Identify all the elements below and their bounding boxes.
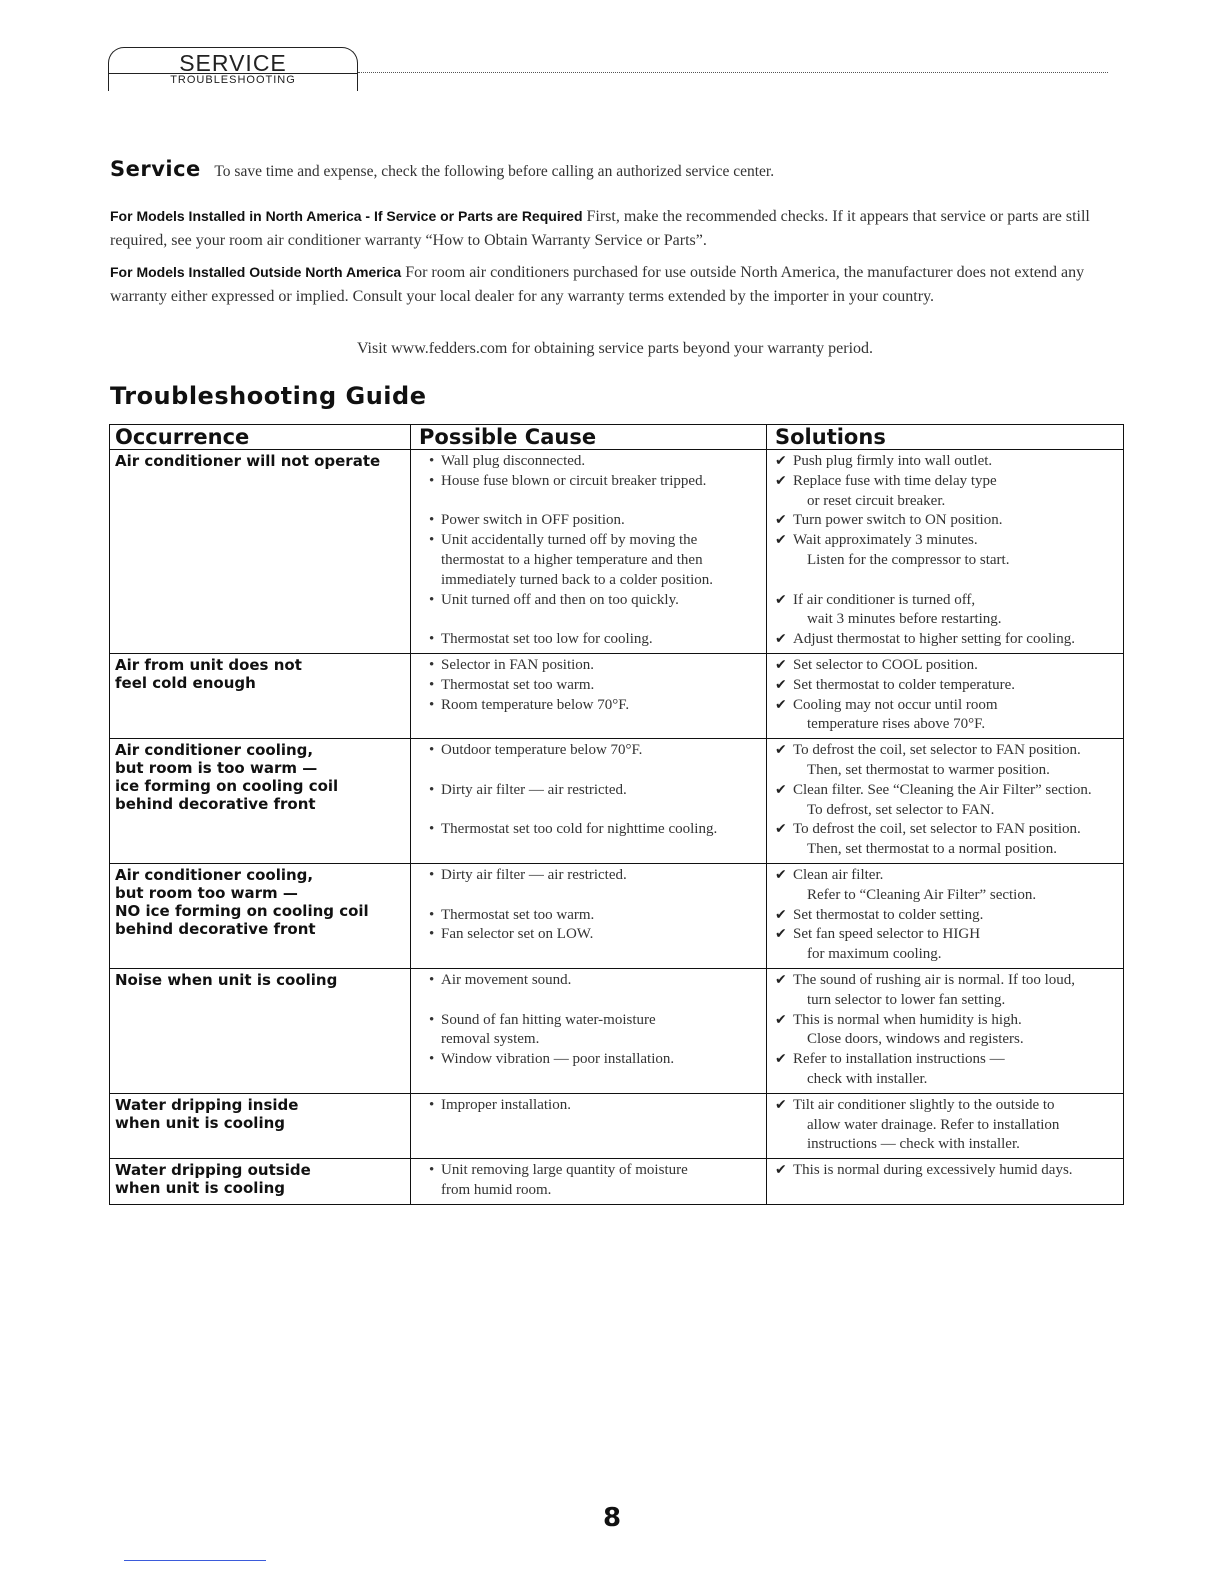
solution-continuation: allow water drainage. Refer to installation [807,1116,1060,1133]
solution-continuation: wait 3 minutes before restarting. [807,611,1002,628]
cause-item: • Selector in FAN position. [429,656,761,676]
solutions-cell [767,654,1123,738]
possible-cause-cell [411,864,767,968]
solution-item: ✔ Wait approximately 3 minutes. [775,531,1118,551]
solution-item: ✔ Turn power switch to ON position. [775,511,1118,531]
cause-item: • House fuse blown or circuit breaker tripped. [429,472,761,492]
solution-item: ✔ Set selector to COOL position. [775,656,1118,676]
occurrence-text: Noise when unit is cooling [115,970,338,989]
cause-item: • Thermostat set too warm. [429,906,761,926]
solutions-cell [767,450,1123,653]
occurrence-cell [110,739,411,863]
solution-item: ✔ Set thermostat to colder temperature. [775,676,1118,696]
possible-cause-cell [411,654,767,738]
cause-continuation: removal system. [441,1031,540,1048]
solution-continuation: Then, set thermostat to warmer position. [807,761,1050,778]
table-row [110,1158,1123,1204]
solution-item: ✔ Clean air filter. [775,866,1118,886]
cause-item: • Unit removing large quantity of moisture [429,1161,761,1181]
cause-item: • Fan selector set on LOW. [429,925,761,945]
solution-item: ✔ Push plug firmly into wall outlet. [775,452,1118,472]
table-row [110,1093,1123,1158]
outside-paragraph [110,260,1100,309]
occurrence-text: Air conditioner cooling, but room too warm — NO ice forming on cooling coil behind decorative front [115,865,369,938]
cause-item: • Dirty air filter — air restricted. [429,781,761,801]
table-body [110,449,1123,1204]
occurrence-cell [110,969,411,1093]
solution-item: ✔ Set thermostat to colder setting. [775,906,1118,926]
cause-item: • Window vibration — poor installation. [429,1050,761,1070]
solution-item: ✔ Cooling may not occur until room [775,696,1118,716]
outside-lead: For Models Installed Outside North America [110,264,402,280]
solution-item: ✔ Set fan speed selector to HIGH [775,925,1118,945]
occurrence-cell [110,654,411,738]
cause-item: • Power switch in OFF position. [429,511,761,531]
solution-continuation: Then, set thermostat to a normal position. [807,841,1057,858]
section-title: SERVICE [179,50,287,76]
solution-continuation: Refer to “Cleaning Air Filter” section. [807,886,1037,903]
cause-item: • Thermostat set too cold for nighttime cooling. [429,820,761,840]
column-header-solutions: Solutions [775,425,886,449]
occurrence-text: Air conditioner cooling, but room is too warm — ice forming on cooling coil behind decorative front [115,741,339,814]
spacer [429,886,761,906]
solution-item: ✔ To defrost the coil, set selector to FAN position. [775,741,1118,761]
occurrence-cell [110,1159,411,1204]
solutions-cell [767,739,1123,863]
possible-cause-cell [411,1159,767,1204]
solution-item: ✔ Clean filter. See “Cleaning the Air Filter” section. [775,781,1118,801]
possible-cause-cell [411,1094,767,1158]
cause-continuation: immediately turned back to a colder position. [441,571,714,588]
troubleshooting-table [109,424,1124,1205]
page-number: 8 [602,1503,622,1533]
visit-website-note: Visit www.fedders.com for obtaining service parts beyond your warranty period. [356,340,874,357]
solution-continuation: or reset circuit breaker. [807,492,946,509]
solution-continuation: turn selector to lower fan setting. [807,991,1006,1008]
spacer [429,801,761,821]
solution-continuation: Listen for the compressor to start. [807,551,1010,568]
table-row [110,968,1123,1093]
solution-item: ✔ This is normal during excessively humid days. [775,1161,1118,1181]
spacer [429,991,761,1011]
solution-item: ✔ If air conditioner is turned off, [775,591,1118,611]
cause-item: • Air movement sound. [429,971,761,991]
cause-item: • Thermostat set too low for cooling. [429,630,761,650]
table-header-row [110,425,1123,449]
table-row [110,449,1123,653]
service-heading: Service [110,157,201,181]
occurrence-cell [110,450,411,653]
occurrence-cell [110,1094,411,1158]
cause-continuation: from humid room. [441,1181,552,1198]
spacer [429,610,761,630]
section-subtitle: TROUBLESHOOTING [170,74,296,86]
north-america-lead: For Models Installed in North America - If Service or Parts are Required [110,208,583,224]
solution-item: ✔ The sound of rushing air is normal. If too loud, [775,971,1118,991]
cause-item: • Room temperature below 70°F. [429,696,761,716]
possible-cause-cell [411,739,767,863]
troubleshooting-guide-title: Troubleshooting Guide [110,382,427,410]
possible-cause-cell [411,450,767,653]
table-row [110,738,1123,863]
cause-item: • Sound of fan hitting water-moisture [429,1011,761,1031]
solutions-cell [767,969,1123,1093]
solutions-cell [767,864,1123,968]
cause-item: • Unit accidentally turned off by moving the [429,531,761,551]
solution-continuation: instructions — check with installer. [807,1136,1020,1153]
spacer [429,761,761,781]
solution-item: ✔ This is normal when humidity is high. [775,1011,1118,1031]
table-row [110,653,1123,738]
cause-item: • Wall plug disconnected. [429,452,761,472]
column-header-occurrence: Occurrence [110,425,411,449]
header-rule [358,72,1108,73]
solution-continuation: Close doors, windows and registers. [807,1031,1024,1048]
cause-item: • Unit turned off and then on too quickly. [429,591,761,611]
cause-item: • Outdoor temperature below 70°F. [429,741,761,761]
solution-continuation: for maximum cooling. [807,946,942,963]
north-america-text: First, make the recommended checks. If it appears that service or parts are still required, see your room air conditioner warranty “How to Obtain Warranty Service or Parts”. [110,208,1090,249]
occurrence-text: Air conditioner will not operate [115,452,381,470]
spacer [429,492,761,512]
spacer [775,571,1118,591]
occurrence-text: Water dripping outside when unit is cooling [115,1161,311,1198]
solution-item: ✔ To defrost the coil, set selector to FAN position. [775,820,1118,840]
cause-item: • Dirty air filter — air restricted. [429,866,761,886]
solution-item: ✔ Adjust thermostat to higher setting for cooling. [775,630,1118,650]
possible-cause-cell [411,969,767,1093]
footer-line [124,1560,266,1561]
solution-item: ✔ Refer to installation instructions — [775,1050,1118,1070]
service-intro-text: To save time and expense, check the following before calling an authorized service center. [214,163,775,180]
table-row [110,863,1123,968]
occurrence-text: Air from unit does not feel cold enough [115,655,302,692]
outside-text: For room air conditioners purchased for use outside North America, the manufacturer does not extend any warranty either expressed or implied. Consult your local dealer for any warranty terms extended by the importer in your country. [110,264,1085,305]
cause-item: • Thermostat set too warm. [429,676,761,696]
cause-item: • Improper installation. [429,1096,761,1116]
solution-item: ✔ Replace fuse with time delay type [775,472,1118,492]
cause-continuation: thermostat to a higher temperature and then [441,551,703,568]
solution-item: ✔ Tilt air conditioner slightly to the outside to [775,1096,1118,1116]
service-intro [110,157,1120,181]
solution-continuation: temperature rises above 70°F. [807,716,986,733]
solutions-cell [767,1159,1123,1204]
solution-continuation: To defrost, set selector to FAN. [807,801,995,818]
north-america-paragraph [110,204,1100,253]
solutions-cell [767,1094,1123,1158]
column-header-possible-cause: Possible Cause [411,425,767,449]
solution-continuation: check with installer. [807,1070,928,1087]
occurrence-text: Water dripping inside when unit is cooling [115,1095,299,1132]
occurrence-cell [110,864,411,968]
